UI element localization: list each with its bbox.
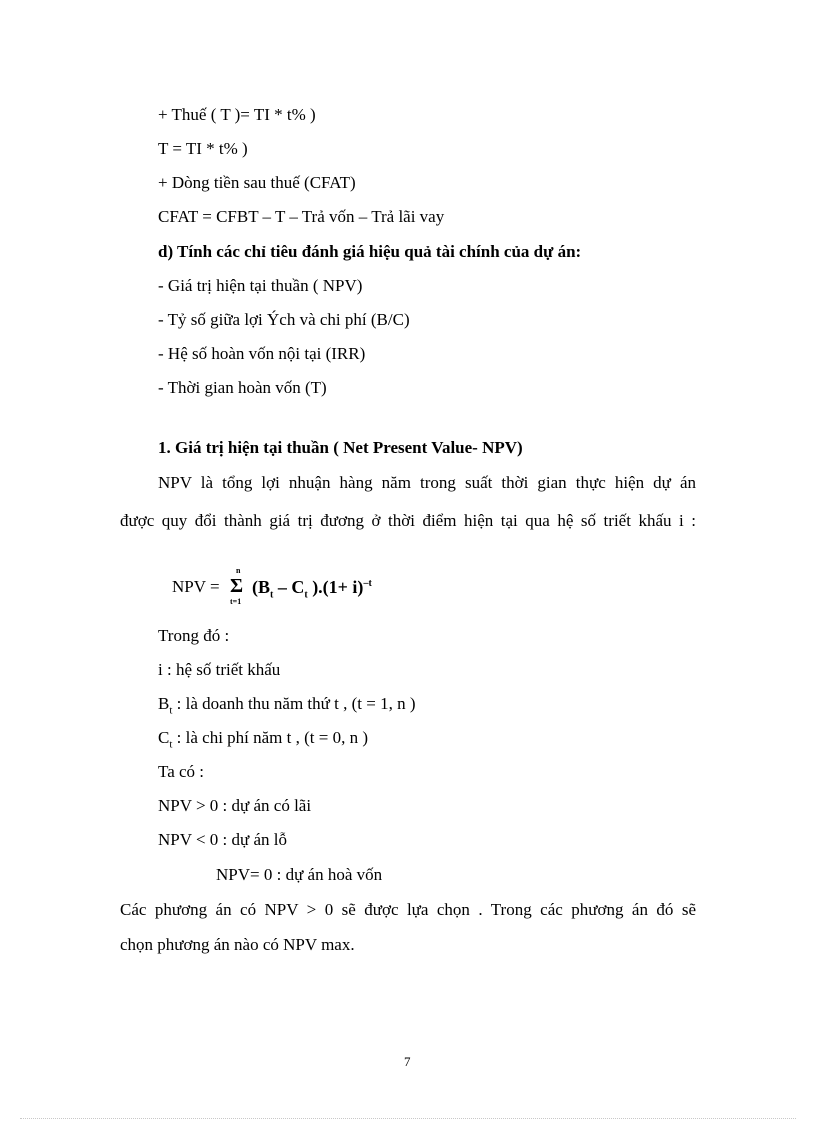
sum-upper-limit: n [236,566,241,575]
legend-b-sub: t [169,704,173,717]
formula-exponent: –t [363,578,372,589]
formula-sub-b: t [270,589,274,601]
npv-paragraph-line2: được quy đổi thành giá trị đương ở thời điểm hiện tại qua hệ số triết khấu i : [120,511,696,530]
list-item-irr: - Hệ số hoàn vốn nội tại (IRR) [158,344,366,363]
formula-mid: ).(1+ i) [307,577,364,597]
list-item-npv: - Giá trị hiện tại thuần ( NPV) [158,276,363,295]
conclusion-line2: chọn phương án nào có NPV max. [120,935,355,954]
npv-zero: NPV= 0 : dự án hoà vốn [216,865,383,884]
section-1-heading: 1. Giá trị hiện tại thuần ( Net Present Value- NPV) [158,438,523,457]
tax-formula-line: + Thuế ( T )= TI * t% ) [158,105,316,124]
formula-sub-c: t [304,589,308,601]
sum-sign [230,566,248,606]
legend-c-def: : là chi phí năm t , (t = 0, n ) [172,728,369,747]
list-item-payback: - Thời gian hoàn vốn (T) [158,378,327,397]
legend-b-symbol: B [158,694,170,713]
conclusion-line1: Các phương án có NPV > 0 sẽ được lựa chọn . Trong các phương án đó sẽ [120,900,696,919]
section-d-heading: d) Tính các chỉ tiêu đánh giá hiệu quả tài chính của dự án: [158,242,582,261]
legend-intro: Trong đó : [158,626,230,645]
sigma-symbol: Σ [230,575,244,597]
legend-c [158,727,368,755]
legend-b-def: : là doanh thu năm thứ t , (t = 1, n ) [172,694,416,713]
page-number: 7 [404,1054,411,1069]
ta-co: Ta có : [158,762,205,781]
tax-formula-2: T = TI * t% ) [158,139,248,158]
npv-paragraph-line1: NPV là tổng lợi nhuận hàng năm trong suất thời gian thực hiện dự án [158,473,696,492]
npv-positive: NPV > 0 : dự án có lãi [158,796,312,815]
formula-open: (B [252,577,270,597]
list-item-bc: - Tỷ số giữa lợi Ých và chi phí (B/C) [158,310,410,329]
footer-rule [20,1118,796,1119]
formula-minus: – C [273,577,305,597]
formula-rhs [252,577,372,601]
legend-b [158,693,415,721]
sum-lower-limit: t=1 [230,597,242,606]
legend-i: i : hệ số triết khấu [158,660,281,679]
formula-lhs: NPV = [172,577,220,596]
npv-negative: NPV < 0 : dự án lỗ [158,830,287,849]
cfat-formula: CFAT = CFBT – T – Trả vốn – Trả lãi vay [158,207,445,226]
legend-c-symbol: C [158,728,170,747]
cfat-label: + Dòng tiền sau thuế (CFAT) [158,173,356,192]
legend-c-sub: t [169,738,173,751]
